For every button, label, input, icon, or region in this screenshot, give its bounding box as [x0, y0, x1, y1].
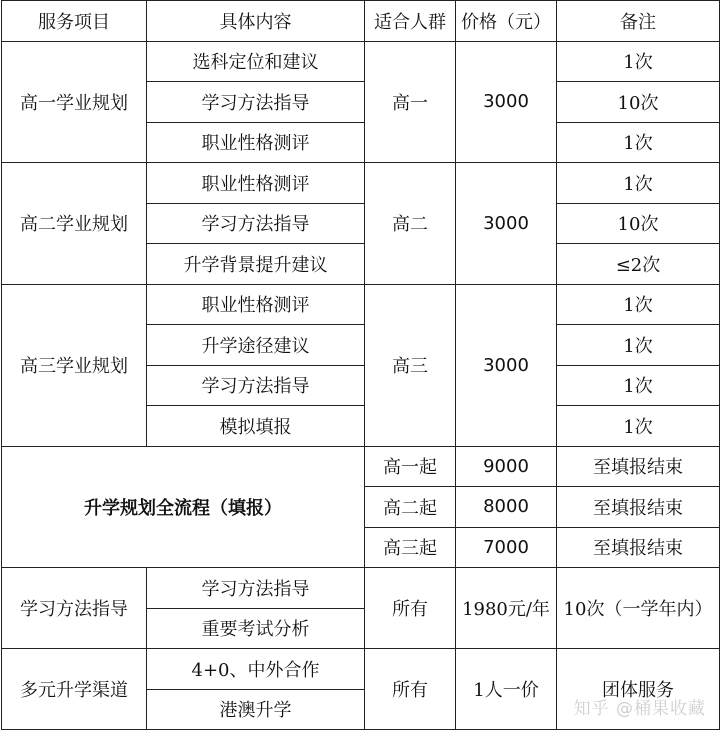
- header-cell: 备注: [557, 1, 720, 42]
- audience-cell: 高一起: [365, 446, 456, 487]
- service-cell: 升学规划全流程（填报）: [2, 446, 365, 568]
- note-cell: 10次: [557, 203, 720, 244]
- content-cell: 学习方法指导: [147, 82, 365, 123]
- note-cell: 至填报结束: [557, 446, 720, 487]
- service-cell: 高一学业规划: [2, 41, 147, 163]
- price-cell: 7000: [456, 527, 557, 568]
- price-cell: 3000: [456, 41, 557, 163]
- audience-cell: 所有: [365, 649, 456, 730]
- service-cell: 多元升学渠道: [2, 649, 147, 730]
- audience-cell: 高三: [365, 284, 456, 446]
- note-cell: 至填报结束: [557, 527, 720, 568]
- watermark: 知乎 @桶果收藏: [573, 699, 706, 719]
- note-cell: 团体服务: [557, 649, 720, 730]
- content-cell: 升学背景提升建议: [147, 244, 365, 285]
- note-cell: 1次: [557, 325, 720, 366]
- table-row: [2, 649, 720, 690]
- note-cell: ≤2次: [557, 244, 720, 285]
- content-cell: 重要考试分析: [147, 608, 365, 649]
- service-cell: 高二学业规划: [2, 163, 147, 285]
- audience-cell: 高二: [365, 163, 456, 285]
- service-cell: 学习方法指导: [2, 568, 147, 649]
- content-cell: 港澳升学: [147, 689, 365, 730]
- price-cell: 3000: [456, 163, 557, 285]
- service-price-table: [1, 0, 720, 730]
- audience-cell: 高二起: [365, 487, 456, 528]
- note-cell: 1次: [557, 406, 720, 447]
- note-cell: 10次: [557, 82, 720, 123]
- content-cell: 4+0、中外合作: [147, 649, 365, 690]
- price-cell: 9000: [456, 446, 557, 487]
- note-cell: 至填报结束: [557, 487, 720, 528]
- content-cell: 选科定位和建议: [147, 41, 365, 82]
- content-cell: 模拟填报: [147, 406, 365, 447]
- price-cell: 1人一价: [456, 649, 557, 730]
- table-row: [2, 446, 720, 487]
- audience-cell: 所有: [365, 568, 456, 649]
- header-cell: 服务项目: [2, 1, 147, 42]
- note-cell: 1次: [557, 284, 720, 325]
- header-row: [2, 1, 720, 42]
- table-row: [2, 568, 720, 609]
- header-cell: 具体内容: [147, 1, 365, 42]
- content-cell: 职业性格测评: [147, 284, 365, 325]
- note-cell: 1次: [557, 365, 720, 406]
- content-cell: 升学途径建议: [147, 325, 365, 366]
- service-cell: 高三学业规划: [2, 284, 147, 446]
- audience-cell: 高一: [365, 41, 456, 163]
- note-cell: 1次: [557, 122, 720, 163]
- note-cell: 10次（一学年内）: [557, 568, 720, 649]
- content-cell: 学习方法指导: [147, 365, 365, 406]
- note-cell: 1次: [557, 163, 720, 204]
- table-row: [2, 284, 720, 325]
- table-row: [2, 163, 720, 204]
- table-row: [2, 41, 720, 82]
- note-cell: 1次: [557, 41, 720, 82]
- price-cell: 3000: [456, 284, 557, 446]
- content-cell: 职业性格测评: [147, 122, 365, 163]
- content-cell: 学习方法指导: [147, 203, 365, 244]
- header-cell: 价格（元）: [456, 1, 557, 42]
- price-cell: 1980元/年: [456, 568, 557, 649]
- content-cell: 学习方法指导: [147, 568, 365, 609]
- audience-cell: 高三起: [365, 527, 456, 568]
- content-cell: 职业性格测评: [147, 163, 365, 204]
- price-cell: 8000: [456, 487, 557, 528]
- header-cell: 适合人群: [365, 1, 456, 42]
